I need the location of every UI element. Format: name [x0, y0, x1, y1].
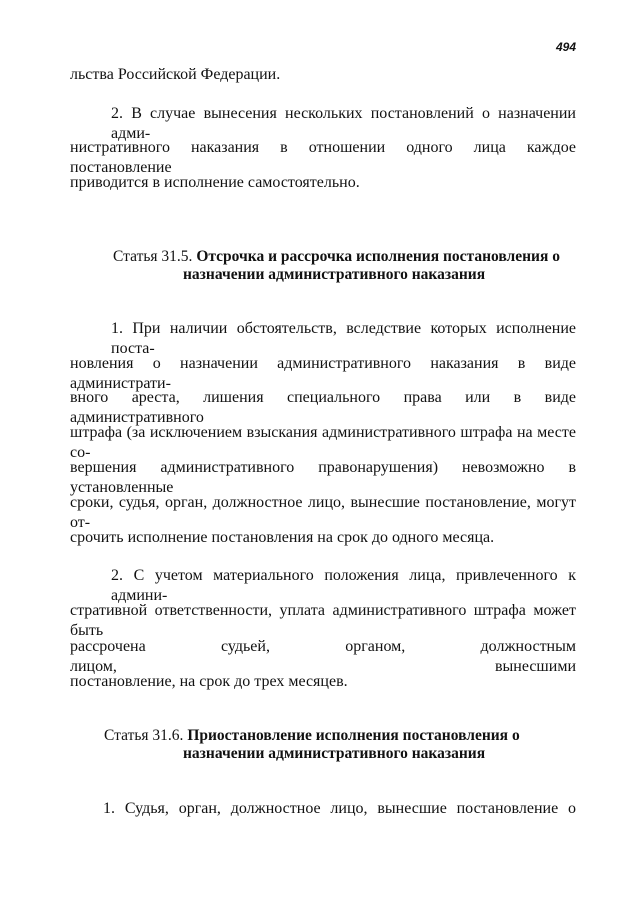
- article-31-6-prefix: Статья 31.6.: [104, 727, 184, 744]
- text-line: вершения административного правонарушения) невозможно в установленные: [70, 459, 576, 496]
- text-line: 2. В случае вынесения нескольких постановлений о назначении адми-: [111, 105, 576, 142]
- text-line: вного ареста, лишения специального права или в виде административного: [70, 389, 576, 426]
- text-line: стративной ответственности, уплата административного штрафа может быть: [70, 602, 576, 639]
- text-line: нистративного наказания в отношении одного лица каждое постановление: [70, 139, 576, 176]
- article-31-6-title-line1: Приостановление исполнения постановления о: [187, 727, 520, 744]
- text-line: штрафа (за исключением взыскания административного штрафа на месте со-: [70, 424, 576, 461]
- text-line: льства Российской Федерации.: [70, 66, 281, 83]
- text-line: 1. Судья, орган, должностное лицо, вынесшие постановление о: [103, 800, 576, 817]
- article-31-5-title-line1: Отсрочка и рассрочка исполнения постановления о: [196, 248, 560, 265]
- text-line: срочить исполнение постановления на срок до одного месяца.: [70, 529, 495, 546]
- page-number: 494: [555, 40, 576, 54]
- text-line: приводится в исполнение самостоятельно.: [70, 174, 360, 191]
- text-line: новления о назначении административного наказания в виде администрати-: [70, 355, 576, 392]
- article-31-6-title-line2: назначении административного наказания: [183, 745, 486, 762]
- text-line: 1. При наличии обстоятельств, вследствие которых исполнение поста-: [111, 320, 576, 357]
- article-31-5-title-line2: назначении административного наказания: [183, 266, 486, 283]
- text-line: рассрочена судьей, органом, должностным лицом, вынесшими: [70, 638, 576, 675]
- article-31-6-heading-line1: [104, 726, 520, 745]
- text-line: постановление, на срок до трех месяцев.: [70, 673, 348, 690]
- article-31-5-prefix: Статья 31.5.: [113, 248, 193, 265]
- text-line: 2. С учетом материального положения лица, привлеченного к админи-: [111, 567, 576, 604]
- article-31-5-heading-line1: [113, 247, 560, 266]
- text-line: сроки, судья, орган, должностное лицо, вынесшие постановление, могут от-: [70, 494, 576, 531]
